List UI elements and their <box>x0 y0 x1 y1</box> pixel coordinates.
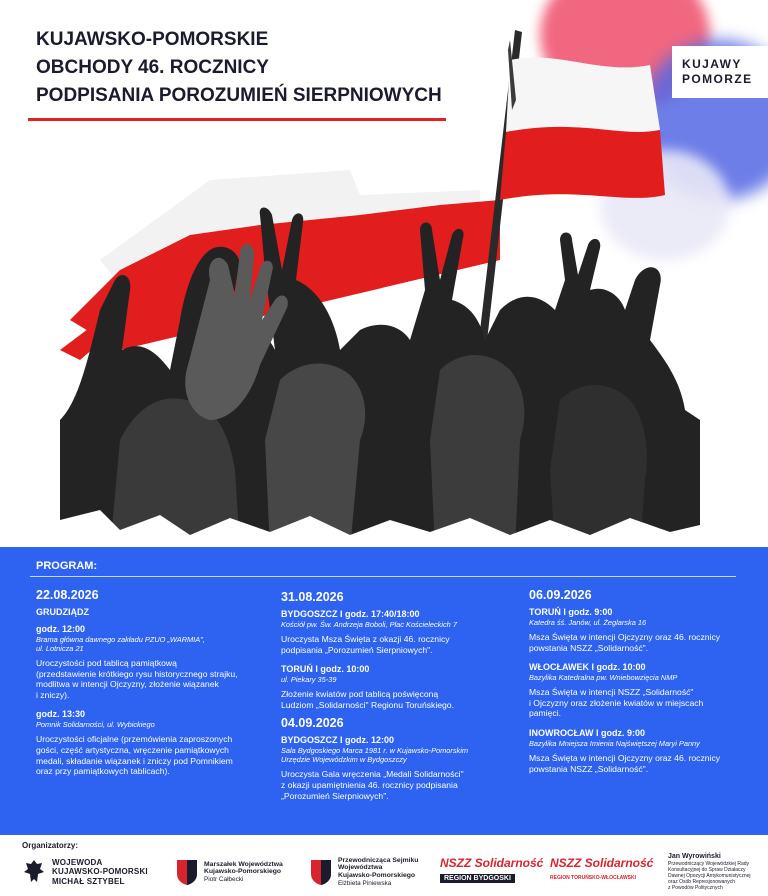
desc-line: medali, składanie wiązanek i zniczy pod Pomnikiem <box>36 755 233 766</box>
event-date: 04.09.2026 <box>281 716 344 731</box>
event-address: Bazylika Katedralna pw. Wniebowzięcia NMP <box>529 673 678 683</box>
brand-line: KUJAWY <box>682 57 742 71</box>
organizer-wojewoda <box>22 852 148 892</box>
event-place-time: TORUŃ I godz. 10:00 <box>281 664 370 675</box>
organizer-solidarnosc-bydgoszcz <box>440 852 543 892</box>
org-line: Elżbieta Piniewska <box>338 879 392 887</box>
event-address: Brama główna dawnego zakładu PZUO „WARMIA", <box>36 635 205 644</box>
organizers-label: Organizatorzy: <box>22 841 79 850</box>
org-line: Konsultacyjnej do Spraw Działaczy <box>668 867 746 873</box>
desc-line: Msza Święta w intencji Ojczyzny oraz 46. rocznicy <box>529 752 721 763</box>
org-line: oraz Osób Represjonowanych <box>668 879 735 885</box>
event-place-time: WŁOCŁAWEK I godz. 10:00 <box>529 662 646 673</box>
org-line: WOJEWODA <box>52 857 103 867</box>
organizer-wyrowinski <box>668 852 764 892</box>
event-address: Sala Bydgoskiego Marca 1981 r. w Kujawsko-Pomorskim <box>281 746 469 756</box>
event-date: 06.09.2026 <box>529 588 592 602</box>
event-description <box>281 634 493 655</box>
desc-line: Ludziom „Solidarności" Regionu Toruńskiego. <box>281 699 454 710</box>
organizer-sejmik <box>310 852 418 892</box>
program-column-1 <box>36 588 266 786</box>
organizer-solidarnosc-torun <box>550 852 653 892</box>
title-line: OBCHODY 46. ROCZNICY <box>36 57 269 78</box>
desc-line: Msza Święta w intencji Ojczyzny oraz 46. rocznicy <box>529 632 721 642</box>
desc-line: oraz przy pamiątkowych tablicach). <box>36 766 170 777</box>
event-block <box>281 735 493 801</box>
desc-line: „Porozumień Sierpniowych". <box>281 790 389 801</box>
desc-line: (przedstawienie krótkiego rysu historycznego strajku, <box>36 668 238 679</box>
event-place-time: TORUŃ I godz. 9:00 <box>529 607 613 617</box>
event-description <box>529 632 741 653</box>
org-line: Jan Wyrowiński <box>668 853 721 860</box>
event-description <box>36 734 266 776</box>
org-line: Marszałek Województwa <box>204 860 283 868</box>
org-line: KUJAWSKO-POMORSKI <box>52 867 148 877</box>
event-description <box>36 658 266 700</box>
program-divider <box>30 576 736 577</box>
org-line: z Powodów Politycznych <box>668 885 723 891</box>
desc-line: Uroczysta Msza Święta z okazji 46. rocznicy <box>281 634 450 644</box>
event-block <box>529 728 741 774</box>
event-place-time: INOWROCŁAW I godz. 9:00 <box>529 727 645 738</box>
desc-line: gości, część artystyczna, wręczenie pamiątkowych <box>36 744 229 755</box>
event-description <box>529 687 741 719</box>
event-block <box>281 664 493 710</box>
org-line: Kujawsko-Pomorskiego <box>204 868 282 876</box>
organizer-marszalek <box>176 852 283 892</box>
event-address: Urzędzie Wojewódzkim w Bydgoszczy <box>281 755 407 765</box>
event-address: Kościół pw. Św. Andrzeja Boboli, Plac Kościeleckich 7 <box>281 620 457 629</box>
org-line: Przewodnicząca Sejmiku <box>338 856 419 864</box>
solidarnosc-logo: NSZZ Solidarność <box>550 856 654 870</box>
org-line: Kujawsko-Pomorskiego <box>338 872 416 879</box>
event-block <box>281 609 493 655</box>
title-line: KUJAWSKO-POMORSKIE <box>36 29 269 50</box>
event-date: 22.08.2026 <box>36 588 99 602</box>
event-block <box>529 662 741 719</box>
waving-flag-red <box>500 127 665 200</box>
event-block <box>36 624 266 700</box>
event-address: Bazylika Mniejsza Imienia Najświętszej Maryi Panny <box>529 738 700 748</box>
desc-line: i zniczy). <box>36 689 70 700</box>
event-place-time: BYDGOSZCZ I godz. 12:00 <box>281 735 395 746</box>
event-address: Pomnik Solidarności, ul. Wybickiego <box>36 720 155 730</box>
event-description <box>281 689 493 710</box>
desc-line: Złożenie kwiatów pod tablicą poświęconą <box>281 689 439 700</box>
event-place-time: BYDGOSZCZ I godz. 17:40/18:00 <box>281 609 420 619</box>
coat-of-arms-icon <box>310 858 332 886</box>
event-date: 31.08.2026 <box>281 590 344 604</box>
event-description <box>281 769 493 801</box>
event-address: Katedra śś. Janów, ul. Żeglarska 16 <box>529 618 647 627</box>
desc-line: modlitwa w intencji Ojczyzny, złożenie wiązanek <box>36 679 219 690</box>
program-column-3 <box>529 588 741 783</box>
org-line: Województwa <box>338 864 383 872</box>
desc-line: powstania NSZZ „Solidarność". <box>529 642 649 653</box>
org-line: MICHAŁ SZTYBEL <box>52 876 125 886</box>
desc-line: powstania NSZZ „Solidarność". <box>529 763 649 774</box>
solidarnosc-logo: NSZZ Solidarność <box>440 856 544 870</box>
program-label: PROGRAM: <box>36 560 98 572</box>
desc-line: podpisania „Porozumień Sierpniowych". <box>281 644 433 655</box>
desc-line: z okazji upamiętnienia 46. rocznicy podpisania <box>281 779 458 790</box>
event-block <box>36 709 266 776</box>
event-address: ul. Piekary 35-39 <box>281 675 337 685</box>
logo-caption: REGION BYDGOSKI <box>440 874 515 883</box>
desc-line: Uroczystości pod tablicą pamiątkową <box>36 658 177 668</box>
org-line: Przewodniczący Wojewódzkiej Rady <box>668 861 750 867</box>
desc-line: Uroczystości oficjalne (przemówienia zaproszonych <box>36 734 233 745</box>
event-time: godz. 12:00 <box>36 624 86 634</box>
org-line: Piotr Całbecki <box>204 875 244 883</box>
eagle-emblem-icon <box>22 858 46 886</box>
event-block <box>529 607 741 653</box>
crowd-flag-illustration <box>60 20 700 550</box>
brand-line: POMORZE <box>682 72 753 86</box>
event-city: GRUDZIĄDZ <box>36 607 89 617</box>
title-line: PODPISANIA POROZUMIEŃ SIERPNIOWYCH <box>36 85 442 106</box>
logo-caption: REGION TORUŃSKO-WŁOCŁAWSKI <box>550 875 637 881</box>
event-time: godz. 13:30 <box>36 709 86 720</box>
desc-line: Msza Święta w intencji NSZZ „Solidarność" <box>529 687 694 698</box>
coat-of-arms-icon <box>176 858 198 886</box>
desc-line: pamięci. <box>529 708 561 719</box>
desc-line: i Ojczyzny oraz złożenie kwiatów w miejscach <box>529 697 704 708</box>
waving-flag-white <box>506 58 660 132</box>
desc-line: Uroczysta Gala wręczenia „Medali Solidarności" <box>281 769 464 780</box>
program-column-2 <box>281 590 493 810</box>
event-address: ul. Lotnicza 21 <box>36 644 84 653</box>
event-description <box>529 753 741 774</box>
org-line: Dawnej Opozycji Antykomunistycznej <box>668 873 751 879</box>
